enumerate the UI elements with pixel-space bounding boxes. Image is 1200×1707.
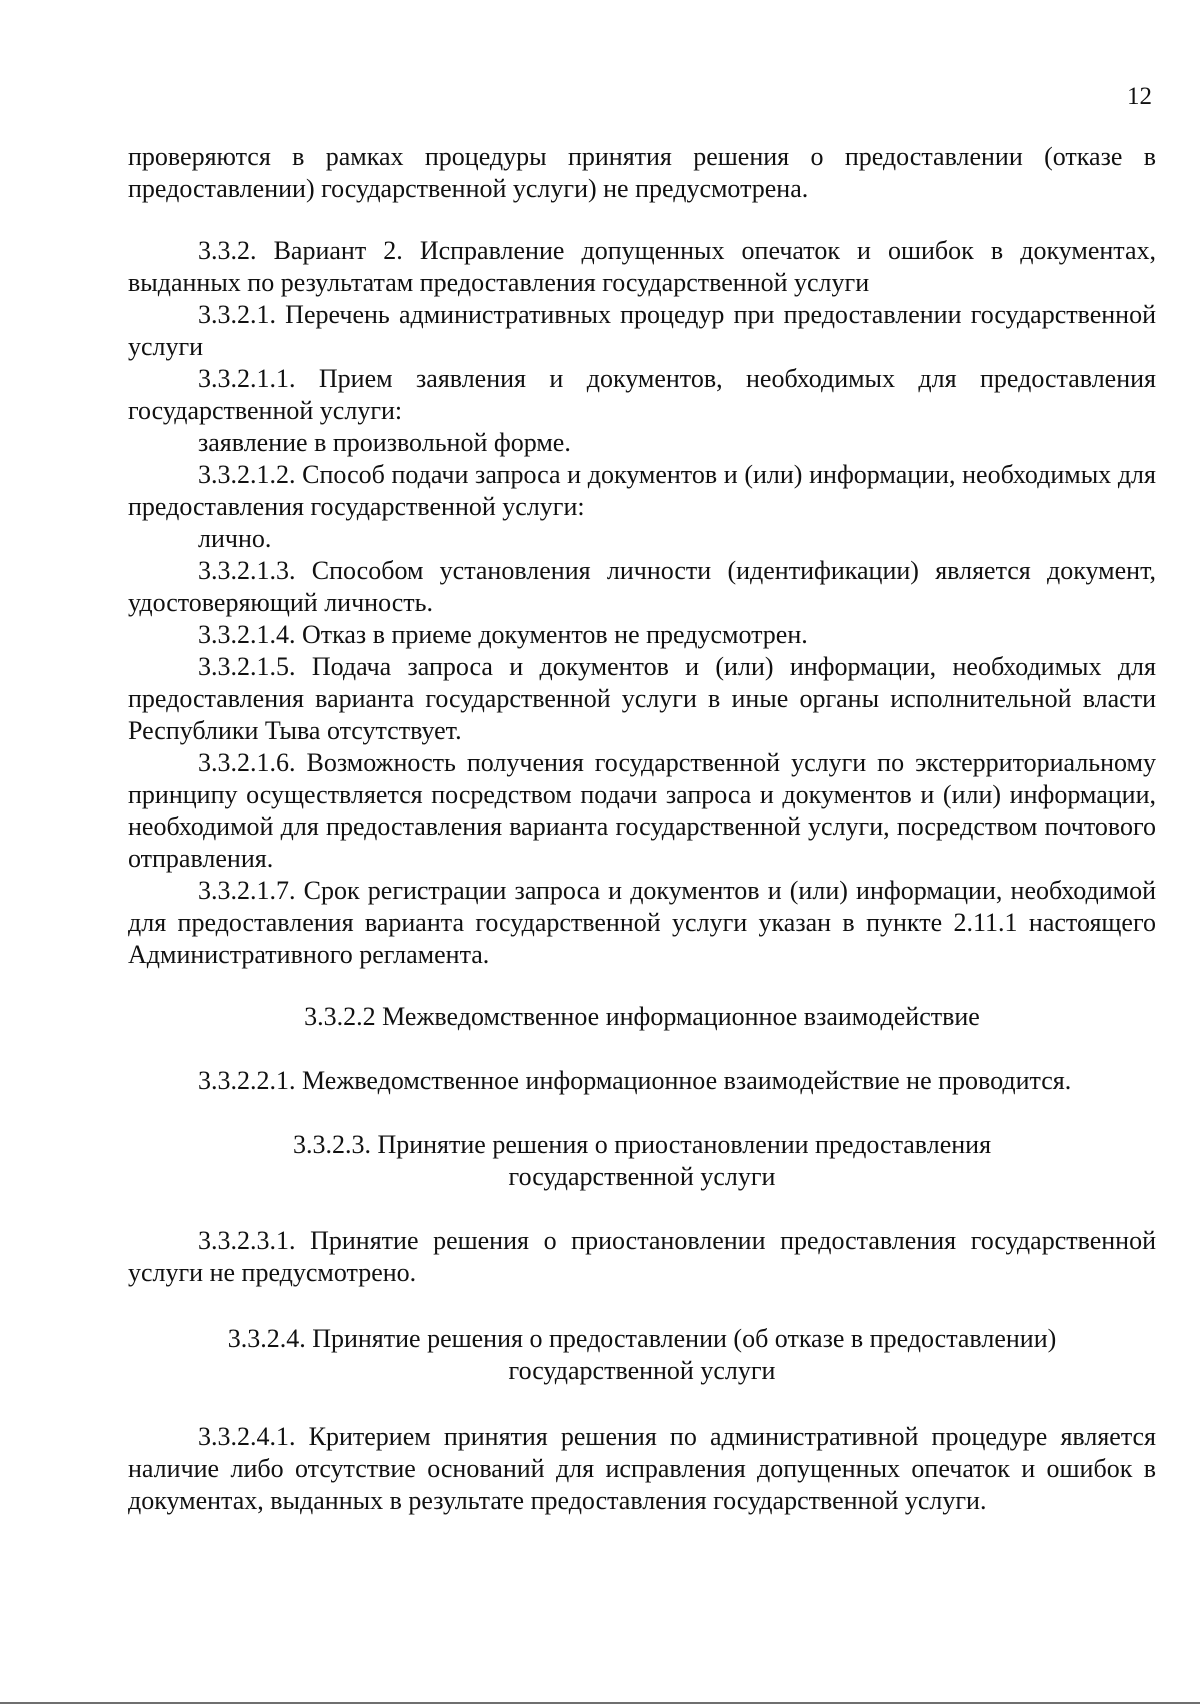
paragraph-3-3-2-4-1: 3.3.2.4.1. Критерием принятия решения по административной процедуре является наличие либо отсутствие оснований для исправления допущенных опечаток и ошибок в документах, выданных в результате предоставления государственной услуги. bbox=[128, 1422, 1156, 1515]
paragraph-in-person: лично. bbox=[198, 524, 272, 553]
paragraph-3-3-2-1-4: 3.3.2.1.4. Отказ в приеме документов не предусмотрен. bbox=[198, 620, 808, 649]
paragraph-3-3-2-3-1: 3.3.2.3.1. Принятие решения о приостановлении предоставления государственной услуги не предусмотрено. bbox=[128, 1226, 1156, 1287]
section-heading-3-3-2-4: 3.3.2.4. Принятие решения о предоставлении (об отказе в предоставлении) государственной услуги bbox=[227, 1324, 1057, 1385]
paragraph-3-3-2-1-6: 3.3.2.1.6. Возможность получения государственной услуги по экстерриториальному принципу осуществляется посредством подачи запроса и документов и (или) информации, необходимой для предоставления варианта государственной услуги, посредством почтового отправления. bbox=[128, 748, 1156, 873]
paragraph-statement-form: заявление в произвольной форме. bbox=[198, 428, 571, 457]
paragraph-continuation: проверяются в рамках процедуры принятия решения о предоставлении (отказе в предоставлении) государственной услуги) не предусмотрена. bbox=[128, 142, 1156, 203]
paragraph-3-3-2-1: 3.3.2.1. Перечень административных процедур при предоставлении государственной услуги bbox=[128, 300, 1156, 361]
paragraph-3-3-2: 3.3.2. Вариант 2. Исправление допущенных опечаток и ошибок в документах, выданных по результатам предоставления государственной услуги bbox=[128, 236, 1156, 297]
paragraph-3-3-2-1-2: 3.3.2.1.2. Способ подачи запроса и документов и (или) информации, необходимых для предоставления государственной услуги: bbox=[128, 460, 1156, 521]
paragraph-3-3-2-1-7: 3.3.2.1.7. Срок регистрации запроса и документов и (или) информации, необходимой для предоставления варианта государственной услуги указан в пункте 2.11.1 настоящего Административного регламента. bbox=[128, 876, 1156, 969]
section-heading-3-3-2-3: 3.3.2.3. Принятие решения о приостановлении предоставления государственной услуги bbox=[292, 1130, 992, 1191]
page-number: 12 bbox=[1127, 83, 1152, 110]
paragraph-3-3-2-1-3: 3.3.2.1.3. Способом установления личности (идентификации) является документ, удостоверяющий личность. bbox=[128, 556, 1156, 617]
document-body bbox=[128, 141, 1156, 1517]
paragraph-3-3-2-1-1: 3.3.2.1.1. Прием заявления и документов, необходимых для предоставления государственной услуги: bbox=[128, 364, 1156, 425]
scan-edge-line bbox=[0, 1702, 1200, 1704]
paragraph-3-3-2-2-1: 3.3.2.2.1. Межведомственное информационное взаимодействие не проводится. bbox=[198, 1066, 1072, 1095]
section-heading-3-3-2-2: 3.3.2.2 Межведомственное информационное взаимодействие bbox=[304, 1002, 980, 1031]
paragraph-3-3-2-1-5: 3.3.2.1.5. Подача запроса и документов и (или) информации, необходимых для предоставления варианта государственной услуги в иные органы исполнительной власти Республики Тыва отсутствует. bbox=[128, 652, 1156, 745]
